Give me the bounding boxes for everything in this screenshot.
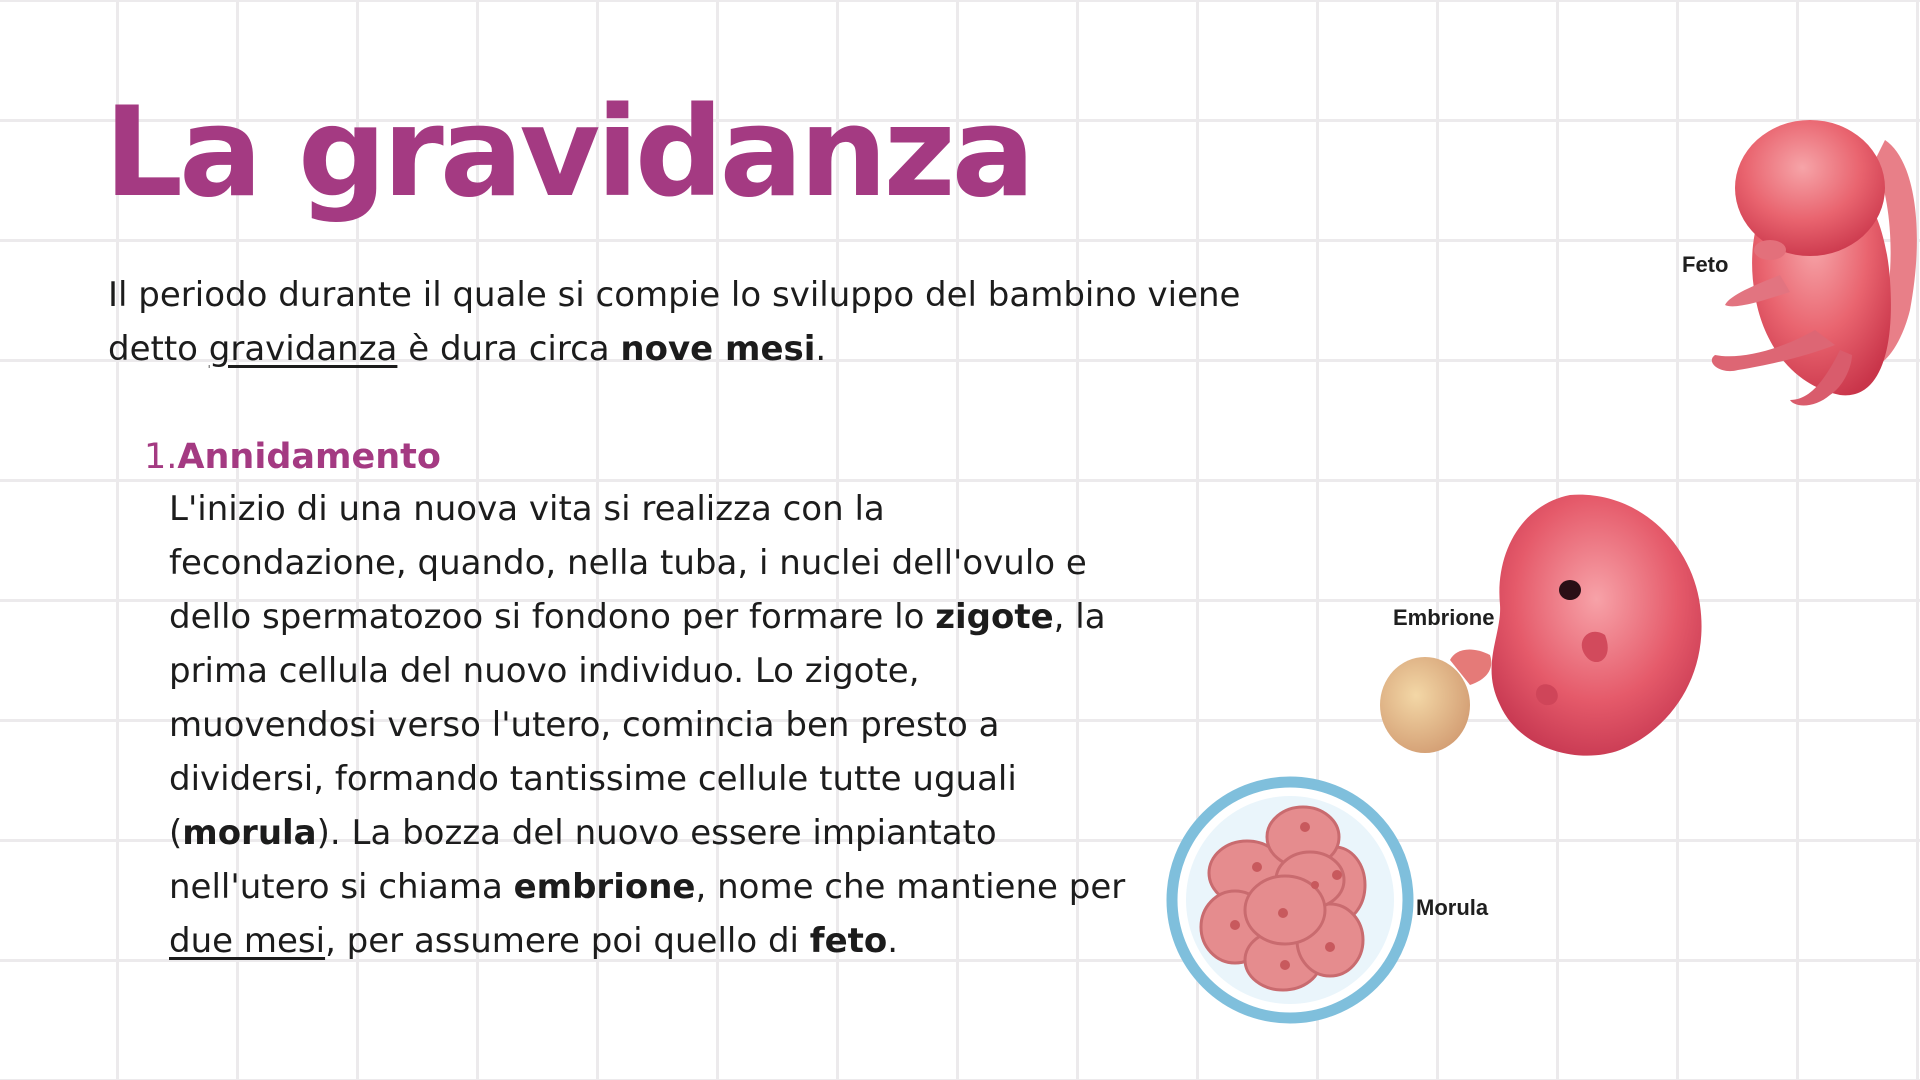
term-zigote: zigote <box>935 597 1054 637</box>
section-title: Annidamento <box>177 437 441 477</box>
feto-label: Feto <box>1682 252 1729 277</box>
body-text: , per assumere poi quello di <box>325 921 810 961</box>
section-annidamento <box>144 432 1144 968</box>
term-due-mesi: due mesi <box>169 921 326 961</box>
body-text: , nome che mantiene per <box>695 867 1126 907</box>
term-nove-mesi: nove mesi <box>620 329 816 369</box>
intro-paragraph <box>108 268 1338 376</box>
page-title: La gravidanza <box>104 81 1032 225</box>
body-text: ). La bozza del nuovo essere impiantato nell'utero si chiama <box>169 813 997 907</box>
intro-text: Il periodo durante il quale si compie lo sviluppo del bambino viene detto <box>108 275 1241 369</box>
body-text: L'inizio di una nuova vita si realizza con la fecondazione, quando, nella tuba, i nuclei dell'ovulo e dello spermatozoo si fondono per formare lo <box>169 489 1087 637</box>
term-feto: feto <box>809 921 888 961</box>
term-embrione: embrione <box>513 867 696 907</box>
section-number: 1. <box>144 437 178 477</box>
section-body <box>169 482 1129 968</box>
intro-text: è dura circa <box>397 329 621 369</box>
term-gravidanza: gravidanza <box>208 329 398 369</box>
term-morula: morula <box>182 813 317 853</box>
embryo-illustration <box>1370 485 1720 785</box>
morula-label: Morula <box>1416 895 1489 920</box>
section-heading <box>144 432 1144 482</box>
intro-text: . <box>815 329 827 369</box>
body-text: , la prima cellula del nuovo individuo. Lo zigote, muovendosi verso l'utero, comincia ben presto a dividersi, formando tantissime cellule tutte uguali ( <box>169 597 1106 853</box>
morula-illustration <box>1165 775 1415 1025</box>
body-text: . <box>887 921 899 961</box>
embrione-label: Embrione <box>1393 605 1495 630</box>
